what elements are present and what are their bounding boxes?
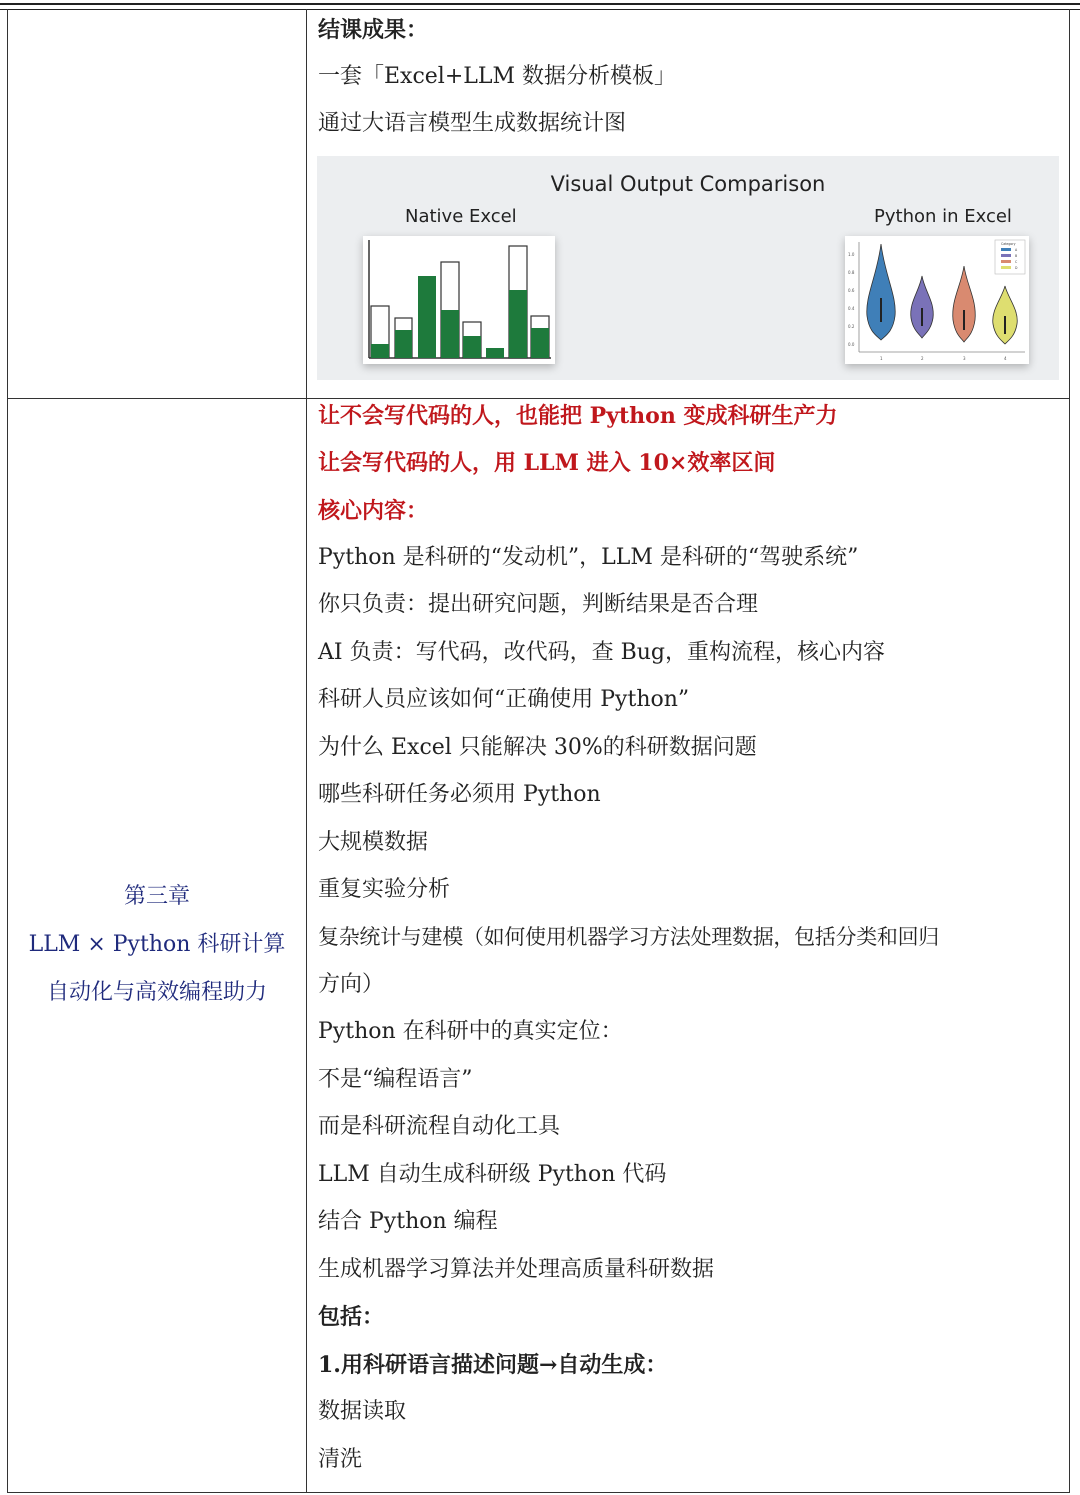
- content-line: 清洗: [318, 1447, 363, 1472]
- content-line: 复杂统计与建模（如何使用机器学习方法处理数据，包括分类和回归: [318, 925, 939, 949]
- chapter-title-line1: LLM × Python 科研计算: [28, 932, 286, 957]
- native-excel-chart-card: [363, 236, 555, 364]
- content-line: 为什么 Excel 只能解决 30%的科研数据问题: [318, 735, 757, 760]
- y-tick: 1.0: [848, 252, 855, 257]
- chapter-title-line2: 自动化与高效编程助力: [46, 980, 267, 1005]
- bar-green-6: [486, 348, 504, 358]
- legend-swatch: [1001, 254, 1011, 257]
- content-line: Python 在科研中的真实定位：: [318, 1019, 623, 1044]
- content-line: LLM 自动生成科研级 Python 代码: [318, 1162, 667, 1187]
- table-right-border: [1069, 9, 1070, 1493]
- legend-title: Category: [1001, 242, 1016, 246]
- highlight-line-2: 让会写代码的人，用 LLM 进入 10×效率区间: [318, 450, 776, 476]
- violin-1: [867, 244, 895, 340]
- y-tick: 0.4: [848, 306, 855, 311]
- includes-heading: 包括：: [318, 1304, 385, 1330]
- content-line: 不是“编程语言”: [318, 1067, 473, 1092]
- content-line: Python 是科研的“发动机”，LLM 是科研的“驾驶系统”: [318, 545, 859, 570]
- content-line: 结合 Python 编程: [318, 1209, 498, 1234]
- bar-green-8: [531, 328, 549, 358]
- content-line: 数据读取: [318, 1399, 407, 1424]
- y-tick: 0.8: [848, 270, 855, 275]
- x-tick: 4: [1004, 356, 1007, 361]
- python-excel-label: Python in Excel: [874, 206, 1012, 227]
- content-line: AI 负责：写代码，改代码，查 Bug，重构流程，核心内容: [318, 640, 885, 665]
- bar-green-7: [509, 290, 527, 358]
- highlight-line-1: 让不会写代码的人，也能把 Python 变成科研生产力: [318, 403, 838, 429]
- content-line: 哪些科研任务必须用 Python: [318, 782, 601, 807]
- outcome-heading: 结课成果：: [318, 17, 429, 43]
- content-line: 方向）: [318, 972, 385, 997]
- table-column-divider: [306, 9, 307, 1493]
- legend-item: A: [1015, 248, 1018, 252]
- chapter-number: 第三章: [123, 884, 190, 909]
- violin-2: [911, 276, 934, 338]
- outcome-description: 通过大语言模型生成数据统计图: [318, 111, 627, 136]
- legend-swatch: [1001, 248, 1011, 251]
- violin-3: [953, 266, 976, 342]
- x-tick: 2: [921, 356, 924, 361]
- legend-swatch: [1001, 266, 1011, 269]
- content-line: 你只负责：提出研究问题，判断结果是否合理: [318, 592, 759, 617]
- legend-swatch: [1001, 260, 1011, 263]
- table-row-divider: [7, 398, 1069, 399]
- outcome-template: 一套「Excel+LLM 数据分析模板」: [318, 64, 677, 89]
- native-excel-bar-chart: [363, 236, 555, 364]
- core-content-heading: 核心内容：: [318, 498, 429, 524]
- x-tick: 1: [880, 356, 883, 361]
- violin-4: [993, 286, 1017, 344]
- y-tick: 0.6: [848, 288, 855, 293]
- legend-item: D: [1015, 266, 1018, 270]
- bar-green-5: [463, 336, 481, 358]
- content-line: 而是科研流程自动化工具: [318, 1114, 561, 1139]
- auto-generate-heading: 1.用科研语言描述问题→自动生成：: [318, 1352, 668, 1378]
- x-tick: 3: [963, 356, 966, 361]
- content-line: 重复实验分析: [318, 877, 451, 902]
- native-excel-label: Native Excel: [405, 206, 517, 227]
- legend-item: B: [1015, 254, 1018, 258]
- table-left-border: [7, 9, 8, 1493]
- content-line: 大规模数据: [318, 830, 429, 855]
- python-violin-chart: [845, 236, 1029, 364]
- y-tick: 0.2: [848, 324, 855, 329]
- python-violin-chart-card: [845, 236, 1029, 364]
- legend-item: C: [1015, 260, 1018, 264]
- table-bottom-border: [7, 1492, 1069, 1493]
- bar-green-4: [441, 310, 459, 358]
- y-tick: 0.0: [848, 342, 855, 347]
- bar-green-3: [418, 276, 436, 358]
- content-line: 科研人员应该如何“正确使用 Python”: [318, 687, 690, 712]
- content-line: 生成机器学习算法并处理高质量科研数据: [318, 1257, 715, 1282]
- bar-green-2: [395, 330, 412, 358]
- bar-green-1: [371, 344, 389, 358]
- visual-comparison-figure: [317, 156, 1059, 380]
- figure-title: Visual Output Comparison: [550, 172, 826, 196]
